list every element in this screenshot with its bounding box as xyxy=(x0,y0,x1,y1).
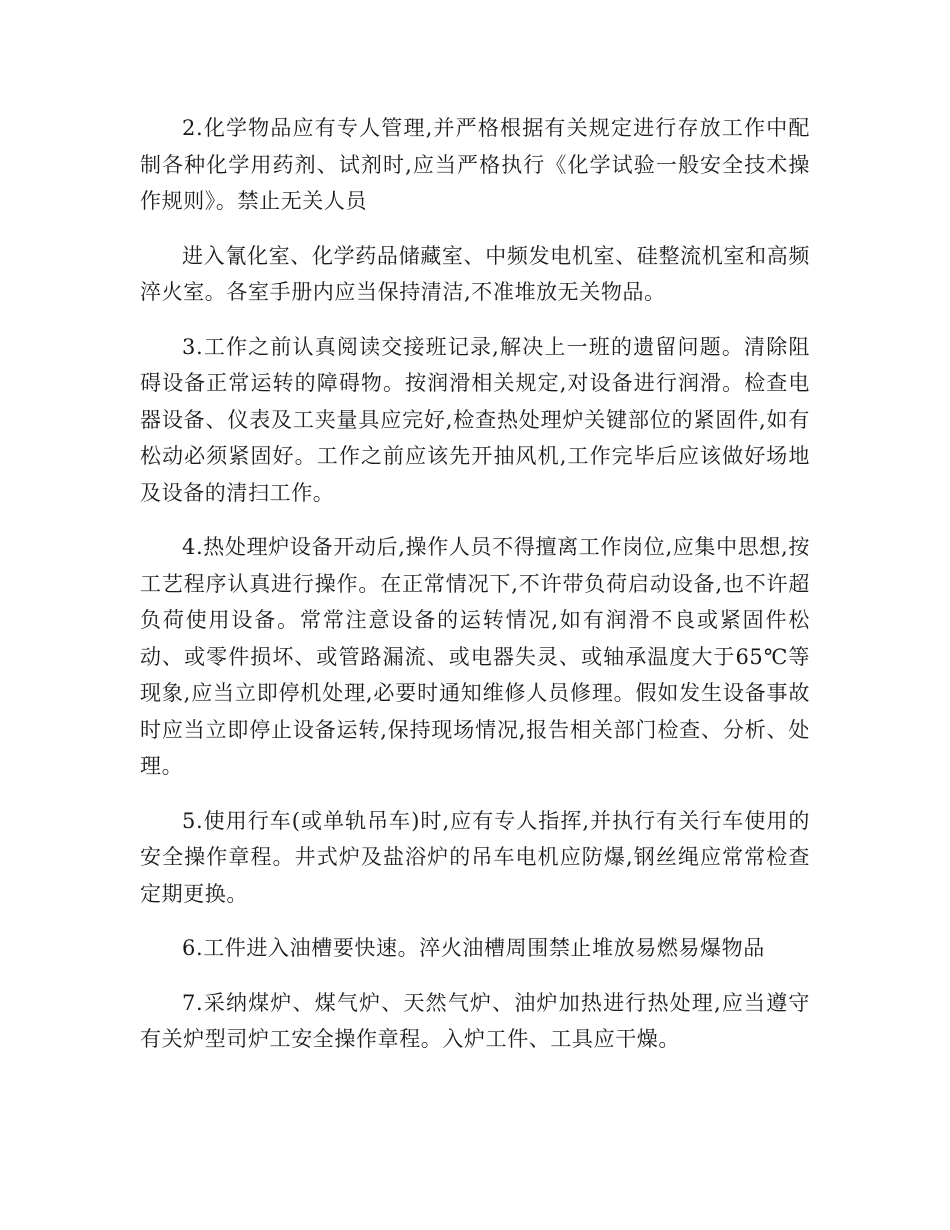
document-body xyxy=(140,110,810,1076)
paragraph-item-2: 2.化学物品应有专人管理,并严格根据有关规定进行存放工作中配制各种化学用药剂、试剂时,应当严格执行《化学试验一般安全技术操作规则》。禁止无关人员 xyxy=(140,116,810,213)
paragraph-item-5: 5.使用行车(或单轨吊车)时,应有专人指挥,并执行有关行车使用的安全操作章程。井式炉及盐浴炉的吊车电机应防爆,钢丝绳应常常检查定期更换。 xyxy=(140,808,810,906)
paragraph-item-6: 6.工件进入油槽要快速。淬火油槽周围禁止堆放易燃易爆物品 xyxy=(182,936,765,960)
paragraph-item-4: 4.热处理炉设备开动后,操作人员不得擅离工作岗位,应集中思想,按工艺程序认真进行操作。在正常情况下,不许带负荷启动设备,也不许超负荷使用设备。常常注意设备的运转情况,如有润滑不良或紧固件松动、或零件损坏、或管路漏流、或电器失灵、或轴承温度大于65℃等现象,应当立即停机处理,必要时通知维修人员修理。假如发生设备事故时应当立即停止设备运转,保持现场情况,报告相关部门检查、分析、处理。 xyxy=(140,535,810,778)
paragraph-item-3: 3.工作之前认真阅读交接班记录,解决上一班的遗留问题。清除阻碍设备正常运转的障碍物。按润滑相关规定,对设备进行润滑。检查电器设备、仪表及工夹量具应完好,检查热处理炉关键部位的紧固件,如有松动必须紧固好。工作之前应该先开抽风机,工作完毕后应该做好场地及设备的清扫工作。 xyxy=(140,334,810,505)
paragraph-continuation: 进入氰化室、化学药品储藏室、中频发电机室、硅整流机室和高频淬火室。各室手册内应当保持清洁,不准堆放无关物品。 xyxy=(140,243,810,304)
paragraph-item-7: 7.采纳煤炉、煤气炉、天然气炉、油炉加热进行热处理,应当遵守有关炉型司炉工安全操作章程。入炉工件、工具应干燥。 xyxy=(140,990,810,1051)
